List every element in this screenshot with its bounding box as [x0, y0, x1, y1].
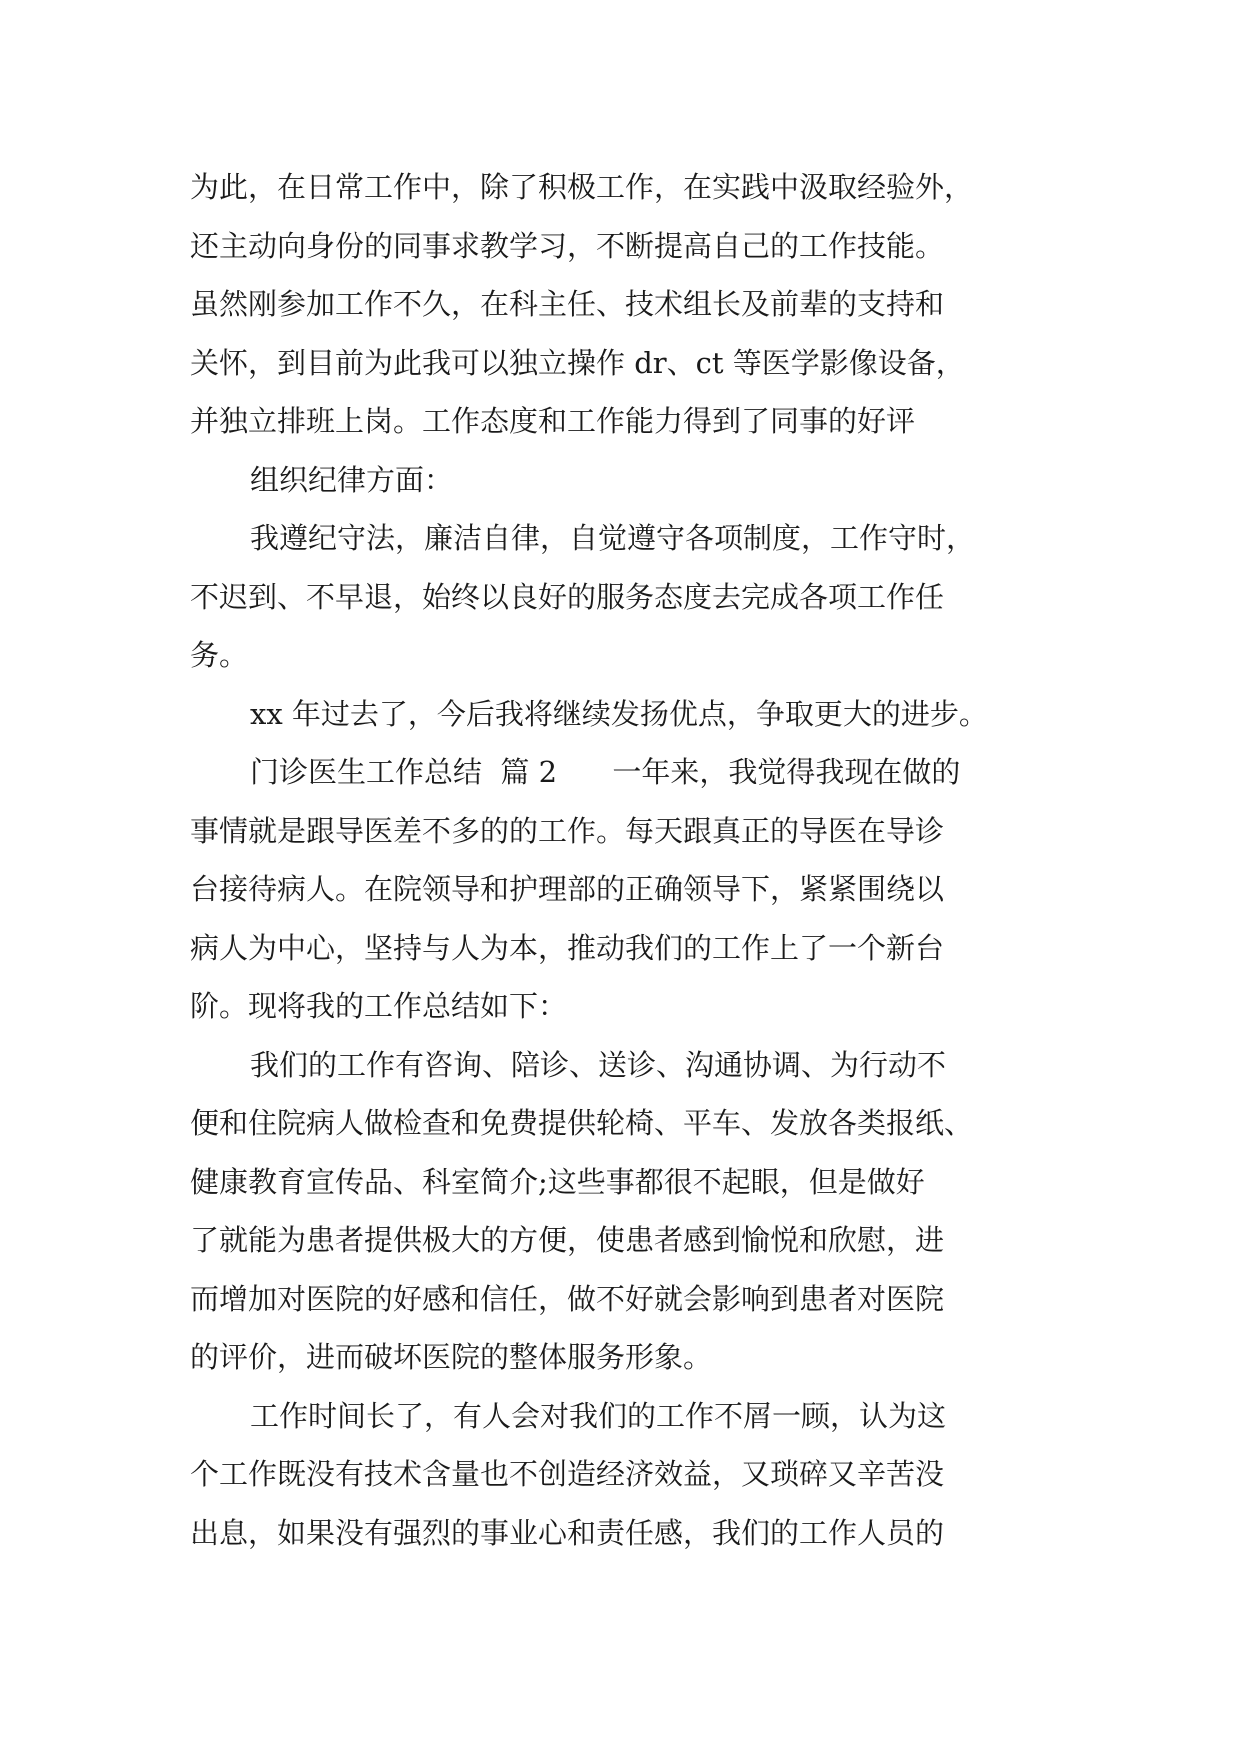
- text-line: 我们的工作有咨询、陪诊、送诊、沟通协调、为行动不: [250, 1047, 947, 1082]
- text-line: 个工作既没有技术含量也不创造经济效益，又琐碎又辛苦没: [190, 1457, 945, 1491]
- section-title-line: 门诊医生工作总结 篇 2 一年来，我觉得我现在做的: [250, 755, 961, 789]
- text-line: 不迟到、不早退，始终以良好的服务态度去完成各项工作任: [190, 579, 945, 614]
- text-line: 了就能为患者提供极大的方便，使患者感到愉悦和欣慰，进: [190, 1223, 945, 1257]
- text-line: 工作时间长了，有人会对我们的工作不屑一顾，认为这: [250, 1398, 947, 1433]
- text-line: 并独立排班上岗。工作态度和工作能力得到了同事的好评: [190, 404, 916, 438]
- text-line: 关怀，到目前为此我可以独立操作 dr、ct 等医学影像设备，: [190, 345, 965, 380]
- text-line: 的评价，进而破坏医院的整体服务形象。: [190, 1340, 713, 1374]
- text-line: 事情就是跟导医差不多的的工作。每天跟真正的导医在导诊: [190, 813, 945, 848]
- text-line: 健康教育宣传品、科室简介;这些事都很不起眼，但是做好: [190, 1164, 925, 1199]
- text-line: xx 年过去了，今后我将继续发扬优点，争取更大的进步。: [250, 696, 988, 731]
- text-line: 台接待病人。在院领导和护理部的正确领导下，紧紧围绕以: [190, 872, 945, 906]
- text-line: 出息，如果没有强烈的事业心和责任感，我们的工作人员的: [190, 1515, 945, 1550]
- document-body: [190, 158, 1070, 1562]
- text-line: 还主动向身份的同事求教学习，不断提高自己的工作技能。: [190, 228, 945, 263]
- text-line: 为此，在日常工作中，除了积极工作，在实践中汲取经验外，: [190, 170, 974, 204]
- text-line: 阶。现将我的工作总结如下：: [190, 989, 568, 1023]
- text-line: 虽然刚参加工作不久，在科主任、技术组长及前辈的支持和: [190, 287, 945, 321]
- text-line: 务。: [190, 638, 249, 672]
- section-heading: 组织纪律方面：: [250, 462, 454, 497]
- text-line: 我遵纪守法，廉洁自律，自觉遵守各项制度，工作守时，: [250, 521, 976, 555]
- text-line: 病人为中心，坚持与人为本，推动我们的工作上了一个新台: [190, 930, 945, 965]
- text-line: 而增加对医院的好感和信任，做不好就会影响到患者对医院: [190, 1281, 945, 1316]
- text-line: 便和住院病人做检查和免费提供轮椅、平车、发放各类报纸、: [190, 1106, 974, 1140]
